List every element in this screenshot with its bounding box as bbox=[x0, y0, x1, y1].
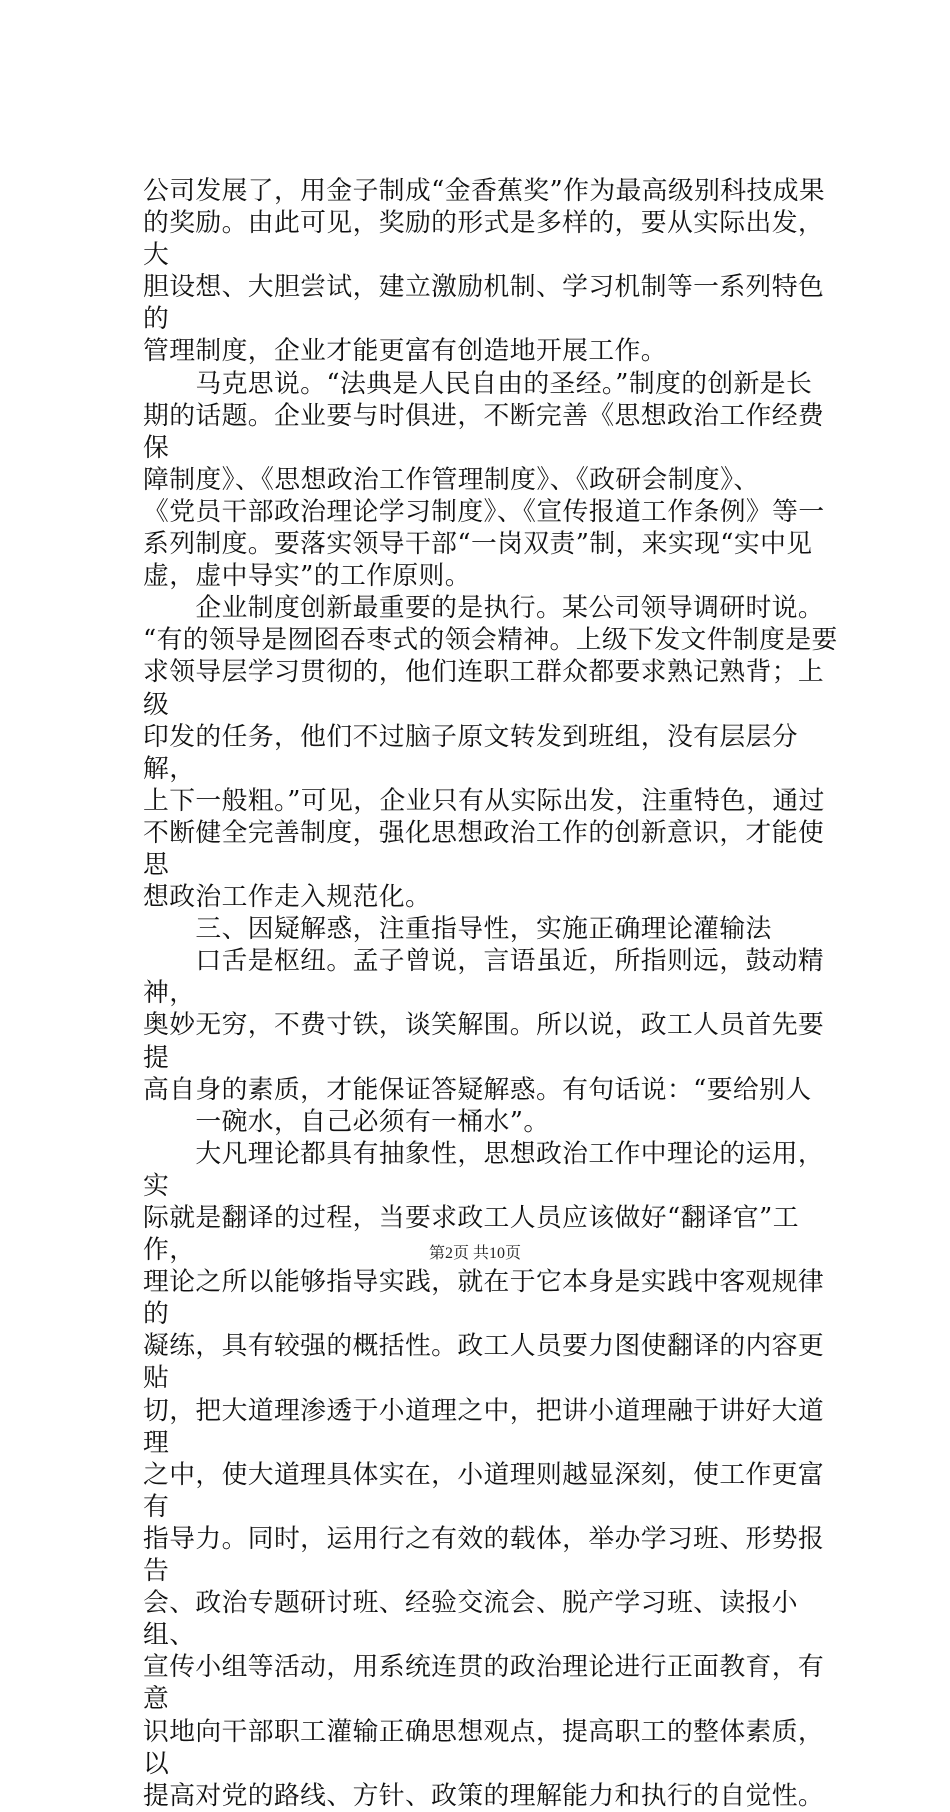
text-line: 宣传小组等活动，用系统连贯的政治理论进行正面教育，有意 bbox=[143, 1652, 825, 1715]
text-line: 期的话题。企业要与时俱进，不断完善《思想政治工作经费保 bbox=[143, 400, 825, 463]
text-line: 求领导层学习贯彻的，他们连职工群众都要求熟记熟背；上级 bbox=[143, 657, 825, 720]
text-line: 切，把大道理渗透于小道理之中，把讲小道理融于讲好大道理 bbox=[143, 1395, 825, 1458]
text-line: 高自身的素质，才能保证答疑解惑。有句话说：“要给别人 bbox=[143, 1074, 812, 1105]
section-heading: 三、因疑解惑，注重指导性，实施正确理论灌输法 bbox=[143, 914, 772, 945]
page-number-footer: 第2页 共10页 bbox=[428, 1245, 521, 1262]
text-line: 之中，使大道理具体实在，小道理则越显深刻，使工作更富有 bbox=[143, 1459, 825, 1522]
text-line: 马克思说。“法典是人民自由的圣经。”制度的创新是长 bbox=[143, 368, 813, 399]
text-line: 指导力。同时，运用行之有效的载体，举办学习班、形势报告 bbox=[143, 1523, 825, 1587]
text-line: 印发的任务，他们不过脑子原文转发到班组，没有层层分解， bbox=[143, 721, 798, 784]
text-line: 企业制度创新最重要的是执行。某公司领导调研时说。 bbox=[143, 593, 825, 624]
text-line: 际就是翻译的过程，当要求政工人员应该做好“翻译官”工作， bbox=[143, 1203, 799, 1266]
text-line: 胆设想、大胆尝试，建立激励机制、学习机制等一系列特色的 bbox=[143, 272, 825, 335]
text-line: 系列制度。要落实领导干部“一岗双责”制，来实现“实中见 bbox=[143, 529, 813, 560]
text-line: 公司发展了，用金子制成“金香蕉奖”作为最高级别科技成果 bbox=[143, 176, 826, 206]
text-line: 识地向干部职工灌输正确思想观点，提高职工的整体素质，以 bbox=[143, 1716, 825, 1779]
text-line: 理论之所以能够指导实践，就在于它本身是实践中客观规律的 bbox=[143, 1267, 825, 1330]
text-line: 《党员干部政治理论学习制度》、《宣传报道工作条例》等一 bbox=[143, 496, 825, 527]
text-line: 口舌是枢纽。孟子曾说，言语虽近，所指则远，鼓动精神， bbox=[143, 946, 825, 1009]
text-line: 障制度》、《思想政治工作管理制度》、《政研会制度》、 bbox=[143, 464, 760, 495]
text-line: 提高对党的路线、方针、政策的理解能力和执行的自觉性。 bbox=[143, 1780, 825, 1811]
text-line: 上下一般粗。”可见，企业只有从实际出发，注重特色，通过 bbox=[143, 785, 825, 816]
text-line: “有的领导是囫囵吞枣式的领会精神。上级下发文件制度是要 bbox=[143, 625, 838, 656]
text-line: 虚，虚中导实”的工作原则。 bbox=[143, 561, 471, 592]
text-line: 一碗水，自己必须有一桶水”。 bbox=[143, 1106, 550, 1137]
text-line: 的奖励。由此可见，奖励的形式是多样的，要从实际出发，大 bbox=[143, 208, 825, 271]
text-line: 大凡理论都具有抽象性，思想政治工作中理论的运用，实 bbox=[143, 1138, 825, 1201]
text-line: 管理制度，企业才能更富有创造地开展工作。 bbox=[143, 336, 667, 367]
text-line: 会、政治专题研讨班、经验交流会、脱产学习班、读报小组、 bbox=[143, 1588, 798, 1651]
text-line: 奥妙无穷，不费寸铁，谈笑解围。所以说，政工人员首先要提 bbox=[143, 1010, 825, 1073]
text-line: 想政治工作走入规范化。 bbox=[143, 882, 432, 913]
text-line: 不断健全完善制度，强化思想政治工作的创新意识，才能使思 bbox=[143, 817, 825, 880]
document-body bbox=[143, 175, 843, 1812]
text-line: 凝练，具有较强的概括性。政工人员要力图使翻译的内容更贴 bbox=[143, 1331, 825, 1394]
